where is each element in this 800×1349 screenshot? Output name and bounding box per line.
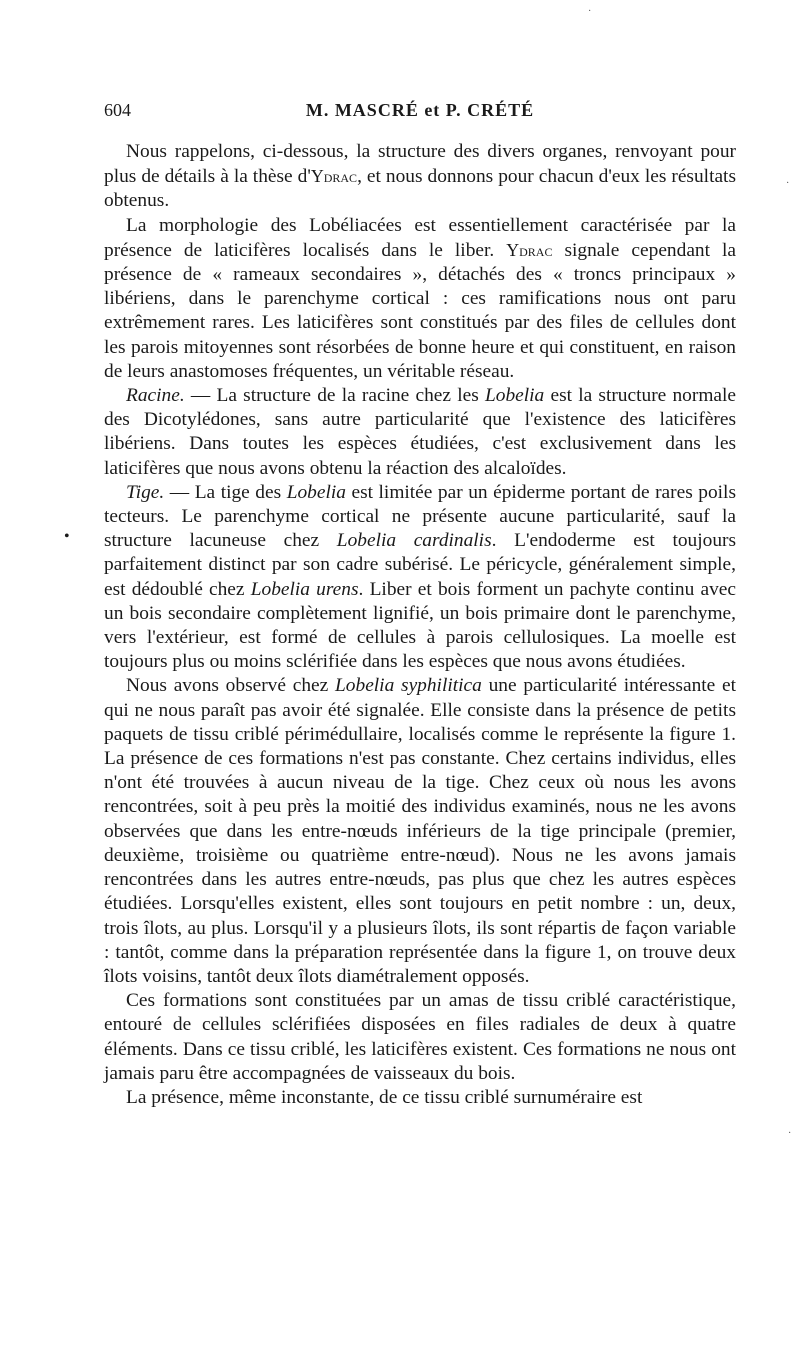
paragraph-observation: Nous avons observé chez Lobelia syphilitica une particularité intéressante et qui ne nous paraît pas avoir été signalée. Elle consiste dans la présence de petits paquets de tissu criblé périmédullaire, localisés comme le représente la figure 1. La présence de ces formations n'est pas constante. Chez certains individus, elles n'ont été trouvées à aucun niveau de la tige. Chez ceux où nous les avons rencontrées, soit à peu près la moitié des individus examinés, nous ne les avons observées que dans les entre-nœuds inférieurs de la tige principale (premier, deuxième, troisième ou quatrième entre-nœud). Nous ne les avons jamais rencontrées dans les autres entre-nœuds, pas plus que chez les autres espèces étudiées. Lorsqu'elles existent, elles sont toujours en petit nombre : un, deux, trois îlots, au plus. Lorsqu'il y a plusieurs îlots, ils sont répartis de façon variable : tantôt, comme dans la préparation représentée dans la figure 1, on trouve deux îlots voisins, tantôt deux îlots diamétralement opposés.: [104, 675, 737, 987]
paragraph-tige: Tige. — La tige des Lobelia est limitée par un épiderme portant de rares poils tecteurs. Le parenchyme cortical ne présente aucune particularité, sauf la structure lacuneuse chez Lobelia cardinalis. L'endoderme est toujours parfaitement distinct par son cadre subérisé. Le péricycle, généralement simple, est dédoublé chez Lobelia urens. Liber et bois forment un pachyte continu avec un bois secondaire complètement lignifié, un bois primaire dont le parenchyme, vers l'extérieur, est formé de cellules à parois cellulosiques. La moelle est toujours plus ou moins sclérifiée dans les espèces que nous avons étudiées.: [104, 481, 737, 673]
page-number: 604: [104, 100, 131, 120]
page-header: [104, 100, 736, 130]
scan-speck: ·: [788, 1128, 792, 1139]
scan-speck: ·: [786, 178, 790, 189]
paragraph-continuation: La présence, même inconstante, de ce tissu criblé surnuméraire est: [126, 1086, 643, 1108]
scan-speck: ·: [588, 6, 592, 17]
author-name: Ydrac: [310, 166, 358, 187]
paragraph-racine: Racine. — La structure de la racine chez les Lobelia est la structure normale des Dicotylédones, sans autre particularité que l'existence des laticifères libériens. Dans toutes les espèces étudiées, c'est exclusivement dans les laticifères que nous avons obtenu la réaction des alcaloïdes.: [104, 385, 736, 479]
body-text: [104, 140, 736, 1110]
paragraph-intro: Nous rappelons, ci-dessous, la structure des divers organes, renvoyant pour plus de détails à la thèse d'Ydrac, et nous donnons pour chacun d'eux les résultats obtenus.: [104, 141, 736, 212]
genus-name: Lobelia: [286, 481, 346, 503]
paragraph-formations: Ces formations sont constituées par un amas de tissu criblé caractéristique, entouré de cellules sclérifiées disposées en files radiales de deux à quatre éléments. Dans ce tissu criblé, les laticifères existent. Ces formations ne nous ont jamais paru être accompagnées de vaisseaux du bois.: [104, 990, 736, 1084]
species-name: Lobelia cardinalis: [336, 530, 492, 552]
species-name: Lobelia syphilitica: [335, 675, 482, 697]
species-name: Lobelia urens: [250, 578, 359, 600]
genus-name: Lobelia: [484, 385, 545, 407]
section-heading: Racine.: [126, 385, 185, 407]
paragraph-morphology: La morphologie des Lobéliacées est essentiellement caractérisée par la présence de laticifères localisés dans le liber. Ydrac signale cependant la présence de « rameaux secondaires », détachés des « troncs principaux » libériens, dans le parenchyme cortical : ces ramifications nous ont paru extrêmement rares. Les laticifères sont constitués par des files de cellules dont les parois mitoyennes sont résorbées de bonne heure et qui constituent, en raison de leurs anastomoses fréquentes, un véritable réseau.: [104, 214, 737, 382]
author-name: Ydrac: [506, 239, 553, 260]
margin-mark: •: [64, 528, 70, 545]
section-heading: Tige.: [126, 481, 165, 503]
running-head: M. MASCRÉ et P. CRÉTÉ: [305, 100, 535, 120]
